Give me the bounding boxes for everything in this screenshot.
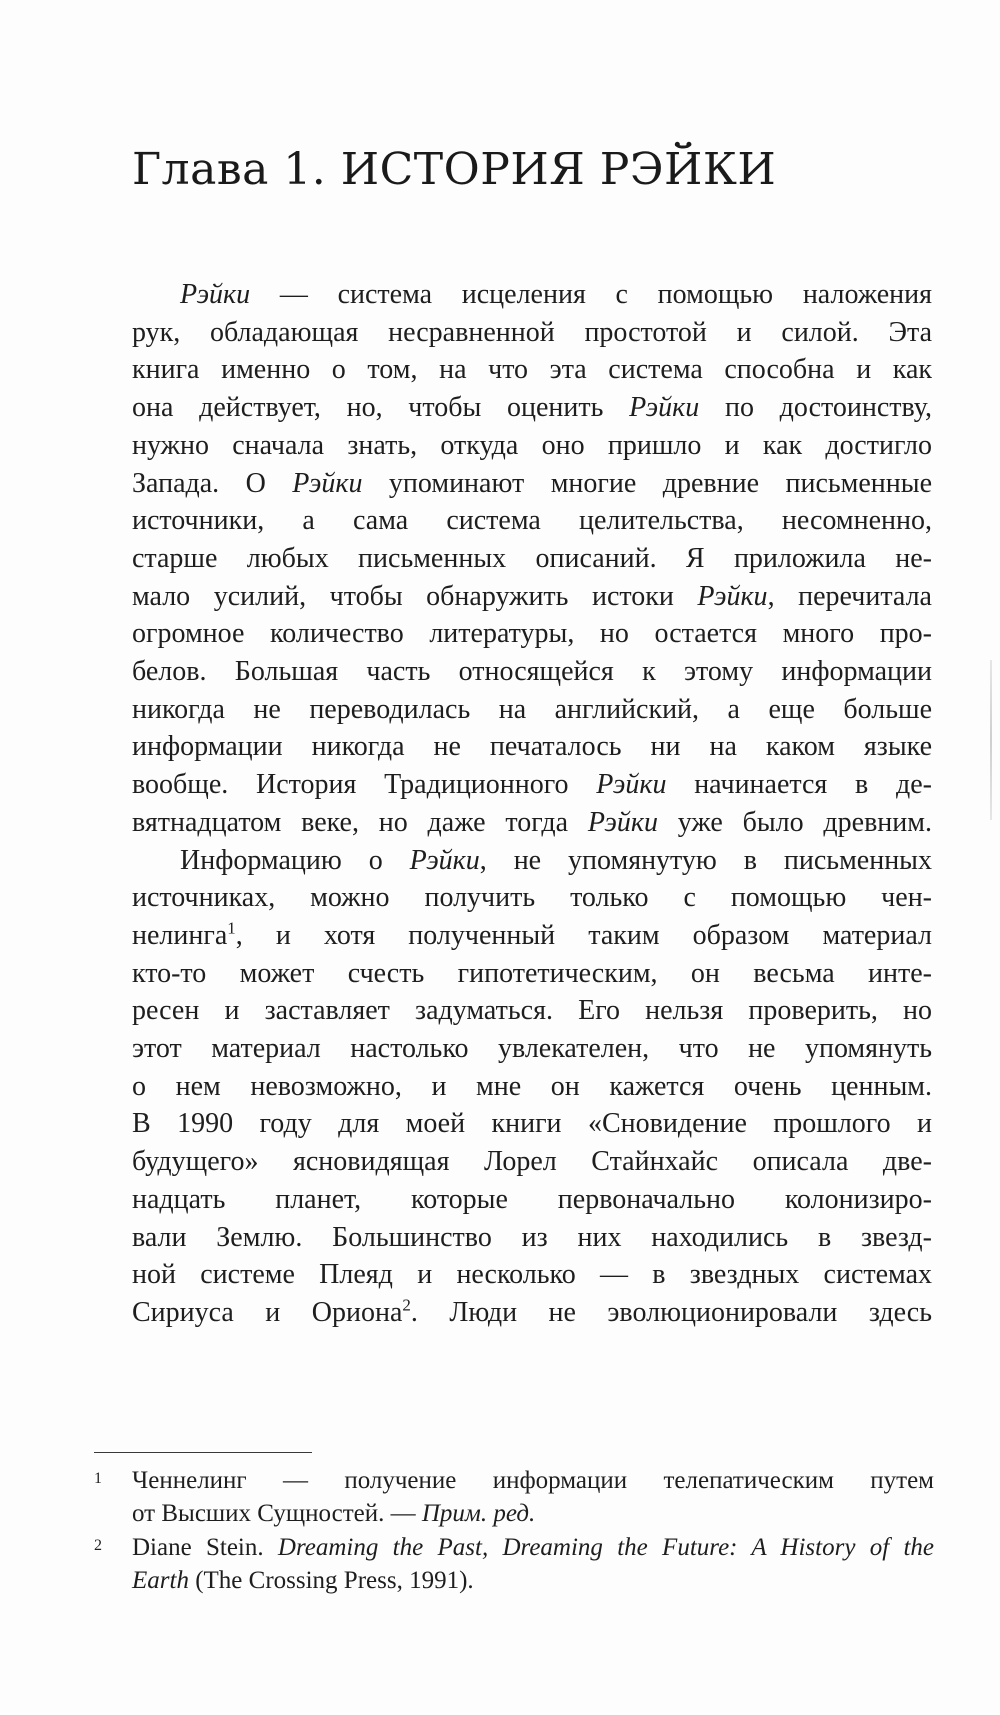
text-line: рук, обладающая несравненной простотой и силой. Эта — [132, 316, 932, 348]
text-line: белов. Большая часть относящейся к этому информации — [132, 656, 932, 688]
footnote-line: от Высших Сущностей. — Прим. ред. — [132, 1499, 536, 1527]
text-line: о нем невозможно, и мне он кажется очень ценным. — [132, 1070, 932, 1102]
text-line: вали Землю. Большинство из них находились в звезд- — [132, 1221, 932, 1253]
text-line: Сириуса и Ориона$^2$. Люди не эволюционировали здесь — [132, 1295, 932, 1328]
text-line: Информацию о Рэйки, не упомянутую в письменных — [180, 844, 932, 876]
footnote-ref-2[interactable]: 2 — [402, 1295, 411, 1315]
text-line: будущего» ясновидящая Лорел Стайнхайс описала две- — [132, 1146, 932, 1178]
footnote-2 — [94, 1532, 934, 1597]
text-line: надцать планет, которые первоначально колонизиро- — [132, 1183, 932, 1215]
footnote-line: Ченнелинг — получение информации телепатическим путем — [132, 1467, 934, 1494]
paragraph-1 — [132, 276, 932, 842]
footnotes — [94, 1465, 934, 1599]
chapter-title: Глава 1. ИСТОРИЯ РЭЙКИ — [132, 144, 777, 195]
text-line: она действует, но, чтобы оценить Рэйки по достоинству, — [132, 392, 932, 424]
footnote-number: 2 — [94, 1537, 102, 1554]
text-line: В 1990 году для моей книги «Сновидение прошлого и — [132, 1108, 932, 1140]
text-line: нужно сначала знать, откуда оно пришло и как достигло — [132, 429, 932, 461]
footnote-ref-1[interactable]: 1 — [227, 918, 236, 938]
text-line: Запада. О Рэйки упоминают многие древние письменные — [132, 467, 932, 499]
text-line: ресен и заставляет задуматься. Его нельзя проверить, но — [132, 995, 932, 1027]
text-line: огромное количество литературы, но остается много про- — [132, 618, 932, 650]
text-line: информации никогда не печаталось ни на каком языке — [132, 731, 932, 763]
text-line: источники, а сама система целительства, несомненно, — [132, 505, 932, 537]
text-line: кто-то может счесть гипотетическим, он весьма инте- — [132, 957, 932, 989]
text-line: мало усилий, чтобы обнаружить истоки Рэйки, перечитала — [132, 580, 932, 612]
text-line: старше любых письменных описаний. Я приложила не- — [132, 542, 932, 574]
footnote-1 — [94, 1465, 934, 1530]
text-line: книга именно о том, на что эта система способна и как — [132, 354, 932, 386]
text-line: вятнадцатом веке, но даже тогда Рэйки уже было древним. — [132, 806, 932, 838]
page-edge-shadow — [990, 660, 992, 820]
text-line: этот материал настолько увлекателен, что не упомянуть — [132, 1033, 932, 1065]
text-line: источниках, можно получить только с помощью чен- — [132, 882, 932, 914]
paragraph-2 — [132, 842, 932, 1332]
text-line: никогда не переводилась на английский, а еще больше — [132, 693, 932, 725]
footnote-divider — [94, 1452, 312, 1453]
footnote-line: Diane Stein. Dreaming the Past, Dreaming the Future: A History of the — [132, 1534, 934, 1561]
text-line: нелинга$^1$, и хотя полученный таким образом материал — [132, 918, 932, 951]
text-line: вообще. История Традиционного Рэйки начинается в де- — [132, 769, 932, 801]
footnote-number: 1 — [94, 1470, 102, 1487]
body-text — [132, 276, 932, 1332]
text-line: ной системе Плеяд и несколько — в звездных системах — [132, 1259, 932, 1291]
text-line: Рэйки — система исцеления с помощью наложения — [180, 279, 932, 310]
footnote-line: Earth (The Crossing Press, 1991). — [132, 1566, 474, 1594]
